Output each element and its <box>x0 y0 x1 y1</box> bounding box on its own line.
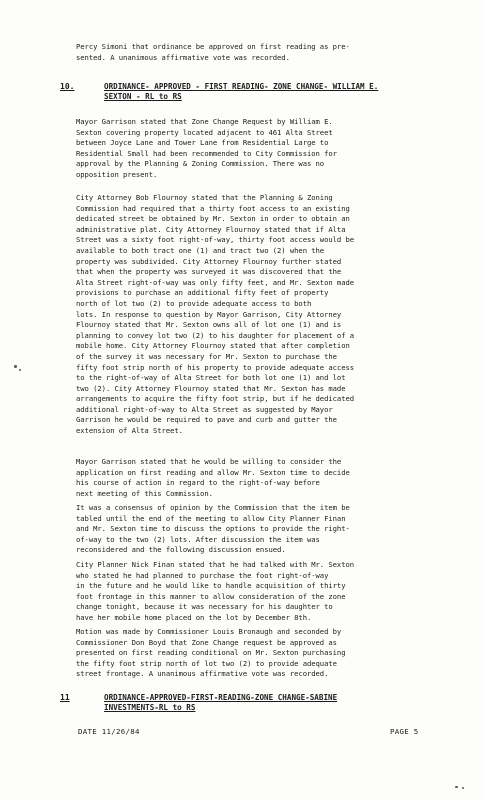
paragraph-attorney-statement: City Attorney Bob Flournoy stated that the Planning & Zoning Commission had required that a thirty foot access to an existing dedicated street be obtained by Mr. Sexton in order to obtain an administrative plat. City Attorney Flournoy stated that if Alta Street was a sixty foot right-of-way, thirty foot access would be available to both tract one (1) and tract two (2) when the property was subdivided. City Attorney Flournoy further stated that when the property was surveyed it was discovered that the Alta Street right-of-way was only fifty feet, and Mr. Sexton made provisions to purchase an additional fifty feet of property north of lot two (2) to provide adequate access to both lots. In response to question by Mayor Garrison, City Attorney Flournoy stated that Mr. Sexton owns all of lot one (1) and is planning to convey lot two (2) to his daughter for placement of a mobile home. City Attorney Flournoy stated that after completion of the survey it was necessary for Mr. Sexton to purchase the fifty foot strip north of his property to provide adequate access to the right-of-way of Alta Street for both lot one (1) and lot two (2). City Attorney Flournoy stated that Mr. Sexton has made arrangements to acquire the fifty foot strip, but if he dedicated additional right-of-way to Alta Street as suggested by Mayor Garrison he would be required to pave and curb and gutter the extension of Alta Street. <box>76 193 355 436</box>
paragraph-consensus: It was a consensus of opinion by the Commission that the item be tabled until the end of the meeting to allow City Planner Finan and Mr. Sexton time to discuss the options to provide the right- of-way to the two (2) lots. After discussion the item was reconsidered and the following discussion ensued. <box>76 503 350 555</box>
section-10-title: ORDINANCE- APPROVED - FIRST READING- ZONE CHANGE- WILLIAM E. SEXTON - RL to RS <box>104 82 379 101</box>
section-11-number: 11 <box>60 693 70 702</box>
scan-speck <box>462 787 464 789</box>
paragraph-mayor-consider: Mayor Garrison stated that he would be willing to consider the application on first reading and allow Mr. Sexton time to decide his course of action in regard to the right-of-way before next meeting of this Commission. <box>76 457 350 498</box>
scan-speck <box>455 786 458 788</box>
scan-speck <box>14 365 17 368</box>
section-10-number: 10. <box>60 82 75 91</box>
footer-date: DATE 11/26/84 <box>78 727 140 736</box>
paragraph-planner-statement: City Planner Nick Finan stated that he had talked with Mr. Sexton who stated he had planned to purchase the foot right-of-way in the future and he would like to handle acquisition of thirty foot frontage in this manner to allow consideration of the zone change tonight, because it was necessary for his daughter to have her mobile home placed on the lot by December 8th. <box>76 560 355 622</box>
scan-speck <box>19 369 21 371</box>
intro-paragraph: Percy Simoni that ordinance be approved on first reading as pre- sented. A unanimous affirmative vote was recorded. <box>76 42 350 62</box>
section-11-title: ORDINANCE-APPROVED-FIRST-READING-ZONE CHANGE-SABINE INVESTMENTS-RL to RS <box>104 693 338 712</box>
paragraph-motion: Motion was made by Commissioner Louis Bronaugh and seconded by Commissioner Don Boyd that Zone Change request be approved as presented on first reading conditional on Mr. Sexton purchasing the fifty foot strip north of lot two (2) to provide adequate street frontage. A unanimous affirmative vote was recorded. <box>76 627 346 679</box>
paragraph-mayor-request: Mayor Garrison stated that Zone Change Request by William E. Sexton covering property located adjacent to 461 Alta Street between Joyce Lane and Tower Lane from Residential Large to Residential Small had been recommended to City Commission for approval by the Planning & Zoning Commission. There was no opposition present. <box>76 117 337 179</box>
footer-page-number: PAGE 5 <box>390 727 419 736</box>
